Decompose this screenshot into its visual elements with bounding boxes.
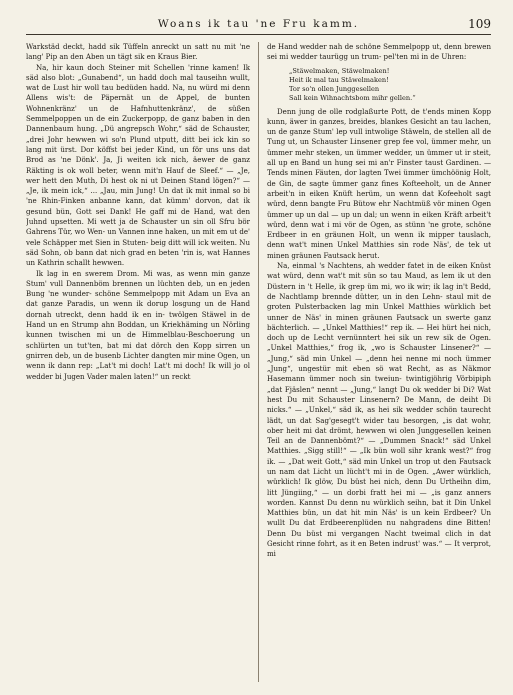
verse-block bbox=[289, 67, 491, 103]
verse-line: Tor so'n ollen Junggesellen bbox=[289, 84, 380, 93]
verse-line: Heit ik mal tau Stäwelmaken! bbox=[289, 75, 389, 84]
verse-line: Sall kein Wihnachtsbom mihr gellen.“ bbox=[289, 93, 416, 102]
page-header bbox=[26, 18, 491, 35]
page-number: 109 bbox=[468, 17, 491, 31]
paragraph: Na, hir kaun doch Steiner mit Schellen 'rinne kamen! Ik säd also blot: „Gunabend“, un hadd doch mal tauseihn wullt, wat de Lust hir woll tau bedüden hadd. Na, nu würd mi denn Allens wis't: de Päpernät un de Appel, de bunten Wohnenkränz' un de Hafnhuttenkränz', de süßen Semmelpoppen un de ein Zuckerpopp, de ganz baben in den Dannenbaum hung. „Dü angrepsch Wohr,“ säd de Schauster, „drei Johr hewwen wi so'n Plund utputt, ditt bei ick kin so lang mit ürst. Dor köffst bei jeder Kind, un för uns uns dat Brod as 'ne Dönk'. Ja, Ji weiten ick nich, äewer de ganz Räkting is ok woll beter, wenn mit'n Hauf de Sleef.“ — „Je, wer hett den Muth, Di hest ok ni ut Deinen Stand lögen?“ — „Je, ik mein ick,“ ... „Jau, min Jung! Un dat ik mit inmal so bi 'ne Rhin-Finken anbanne kann, dat kümm' dorvon, dat ik gesund bün, Gott sei Dank! He gaff mi de Hand, wat den Juhnd upsetten. Mi wett ja de Schauster un sin oll Sfru bör Gahrens Tür, wo Wen- un Vannen inne haken, un mit em ut de' vele Schäpper met Sien in Stuten- beig ditt will ick weiten. Nu säd Sohn, ob bann dat nich grad en beten 'rin is, wat Hannes un Kathrin schallt hewwen. bbox=[26, 62, 250, 268]
paragraph: Warkstäd deckt, hadd sik Tüffeln anreckt un satt nu mit 'ne lang' Pip an den Aben un tägt sik en Kraus Bier. bbox=[26, 42, 250, 62]
paragraph: Ik lag in en swerem Drom. Mi was, as wenn min ganze Stum' vull Dannenböm brennen un lüchten deb, un en jeden Bung 'ne wunder- schöne Semmelpopp mit Adam un Eva an dat ganze Paradis, un wenn ik dorup losgung un de Hand dornah utreckt, denn hadd ik en in- twölgen Stäwel in de Hand un en Strump ahn Boddan, un Kriekhäming un Nörling kunnen twischen mi un de Himmelblau-Beschoerung un schlürten un tut'ten, bat mi dat dörch den Kopp sirren un gnirren deb, un de busenb Lichter dangten mir mine Ogen, un wenn ik dann rep: „Lat't mi doch! Lat't mi doch! Ik will jo ol wedder bi Jugen Vader malen laten!“ un reckt bbox=[26, 268, 250, 381]
right-column bbox=[258, 42, 491, 682]
paragraph: Na, einmal 's Nachtens, ah wedder fatet in de eiken Knüst wat würd, denn wat't mit sün so tau Maud, as lem ik ut den Düstern in 't Helle, ik grep üm mi, wo ik wir; ik lag in't Bedd, de Nachtlamp brennde dütter, un in den Lehn- staul mit de groten Pulsterbacken lag min Unkel Matthies würklich bet unner de Näs' in minen gräunen Fautsack un swerte ganz bächterlich. — „Unkel Matthies!“ rep ik. — Hei hürt hei nich, doch up de Lecht vernünntert hei sik un rew sik de Ogen. „Unkel Matthies,“ frog ik, „wo is Schauster Linsener?“ — „Jung,“ säd min Unkel — „denn hei nenne mi noch ümmer „Jung“, ungestür mit eben sö wat Recht, as as Näkmor Hasemann ümmer noch sin tweiun- twintigjöhrig Vörbipiph „dat Fjäslen“ nennt — „Jung,“ langt Du ok wedder bi Di? Wat hest Du mit Schauster Linsenern? De Mann, de deiht Di nicks.“ — „Unkel,“ säd ik, as hei sik wedder schön taurecht lädt, un dat Sag'gesegt't wider tau besorgen, „is dat wohr, ober heit mi dat drömt, hewwen wi olen Junggesellen keinen Teil an de Dannenbömt?“ — „Dummen Snack!“ säd Unkel Matthies. „Sigg still!“ — „Ik bün woll sihr krank west?“ frog ik. — „Dat weit Gott,“ säd min Unkel un trop ut den Fautsack un nam dat Licht un lücht't mi in de Ogen. „Awer würklich, würklich! Ik glöw, Du büst hei nich, denn Du Urtheihn dim, litt Jüngiing,“ — un dorbi fratt hei mi — „is ganz anners worden. Kannst Du denn nu würklich seihn, bat it Din Unkel Matthies bün, un dat hit min Näs' is un kein Erdbeer? Un wullt Du dat Erdbeerenplüden nu nahgradens dine Bitten! Denn Du büst mi vergangen Nacht tweimal clich in dat Gesicht rinne fohrt, as it en Beten indrust' was.“ — It verprot, mi bbox=[267, 261, 491, 559]
left-column bbox=[26, 42, 258, 682]
verse-line: „Stäwelmaken, Stäwelmaken! bbox=[289, 66, 390, 75]
text-columns bbox=[26, 42, 491, 682]
paragraph: de Hand wedder nah de schöne Semmelpopp ut, denn brewen sei mi wedder taurügg un trum- pel'ten mi in de Uhren: bbox=[267, 42, 491, 62]
running-title: Woans ik tau 'ne Fru kamm. bbox=[157, 18, 360, 30]
paragraph: Denn jung de olle rodglaßurte Pott, de t'ends minen Kopp kunn, äwer in ganzes, breides, blankes Gesicht an tau lachen, un de ganze Stum' lep vull intwolige Stäweln, de stellen all de Tung ut, un Schauster Linsener grep fee vol, ümmer mehr, un ümmer mehr steken, un ümmer wedder, un ümmer ut ir steit, all up en Band un hung sei mi an'r Finster taust Gardinen. — Tends minen Fäuten, dor lagten Twei ümmer ümchöönig Holt, de Gin, de sagte ümmer ganz fines Kofteeholt, un de Anner arbeit'n in eiken Knüft herüm, un wenn dat Kofeeholt sagt würd, denn bangte Fru Bütow ehr Nachtmüß vör minen Ogen ümmer up un dal — up un dal; un wenn in eiken Kräft arbeit't würd, denn wat i mi vör de Ogen, as stünn 'ne grote, schöne Erdbeer in en gräunen Holt, un wenn ik mipper tauslach, denn wat't minen Unkel Matthies sin rode Näs', de tek ut minen gräunen Fautsack herut. bbox=[267, 106, 491, 260]
